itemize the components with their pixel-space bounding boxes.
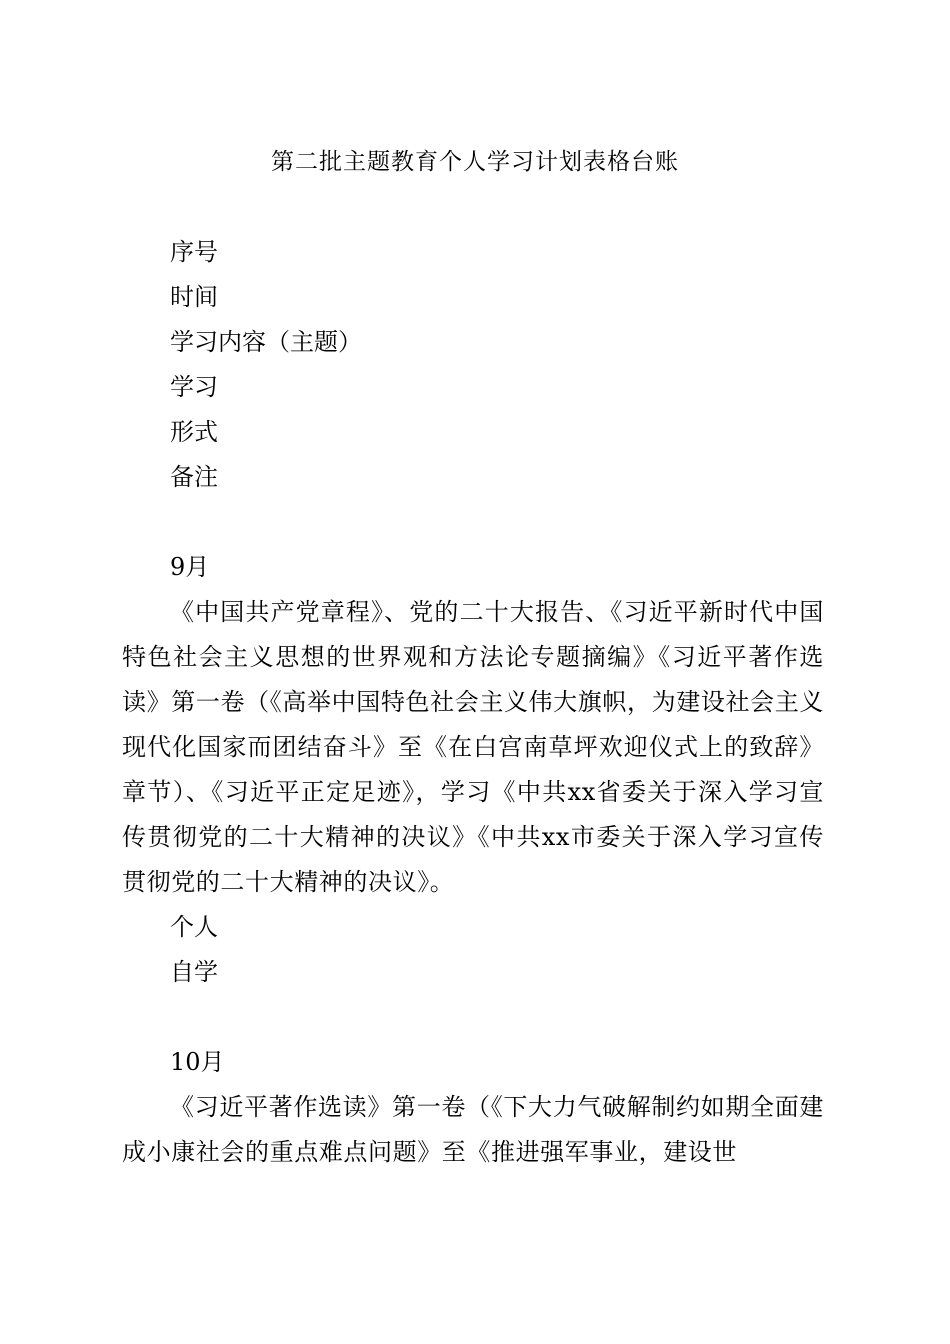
entry-form-line: 个人 — [170, 913, 218, 941]
document-title: 第二批主题教育个人学习计划表格台账 — [271, 149, 679, 175]
entry-content: 《中国共产党章程》、党的二十大报告、《习近平新时代中国特色社会主义思想的世界观和方法论专题摘编》《习近平著作选读》第一卷（《高举中国特色社会主义伟大旗帜，为建设社会主义现代化国家而团结奋斗》至《在白宫南草坪欢迎仪式上的致辞》章节）、《习近平正定足迹》，学习《中共xx省委关于深入学习宣传贯彻党的二十大精神的决议》《中共xx市委关于深入学习宣传贯彻党的二十大精神的决议》。 — [122, 598, 824, 896]
header-cell-serial: 序号 — [170, 238, 218, 266]
entry-content: 《习近平著作选读》第一卷（《下大力气破解制约如期全面建成小康社会的重点难点问题》至《推进强军事业，建设世 — [122, 1093, 824, 1166]
header-cell-study: 学习 — [170, 373, 218, 401]
spacer — [122, 500, 824, 545]
spacer — [122, 995, 824, 1040]
entry-form-line: 自学 — [170, 958, 218, 986]
header-cell-remarks: 备注 — [170, 463, 218, 491]
document-body — [122, 230, 824, 1175]
header-cell-form: 形式 — [170, 418, 218, 446]
header-cell-content: 学习内容（主题） — [170, 328, 362, 356]
entry-time: 10月 — [170, 1048, 225, 1076]
header-cell-time: 时间 — [170, 283, 218, 311]
entry-time: 9月 — [170, 553, 210, 581]
